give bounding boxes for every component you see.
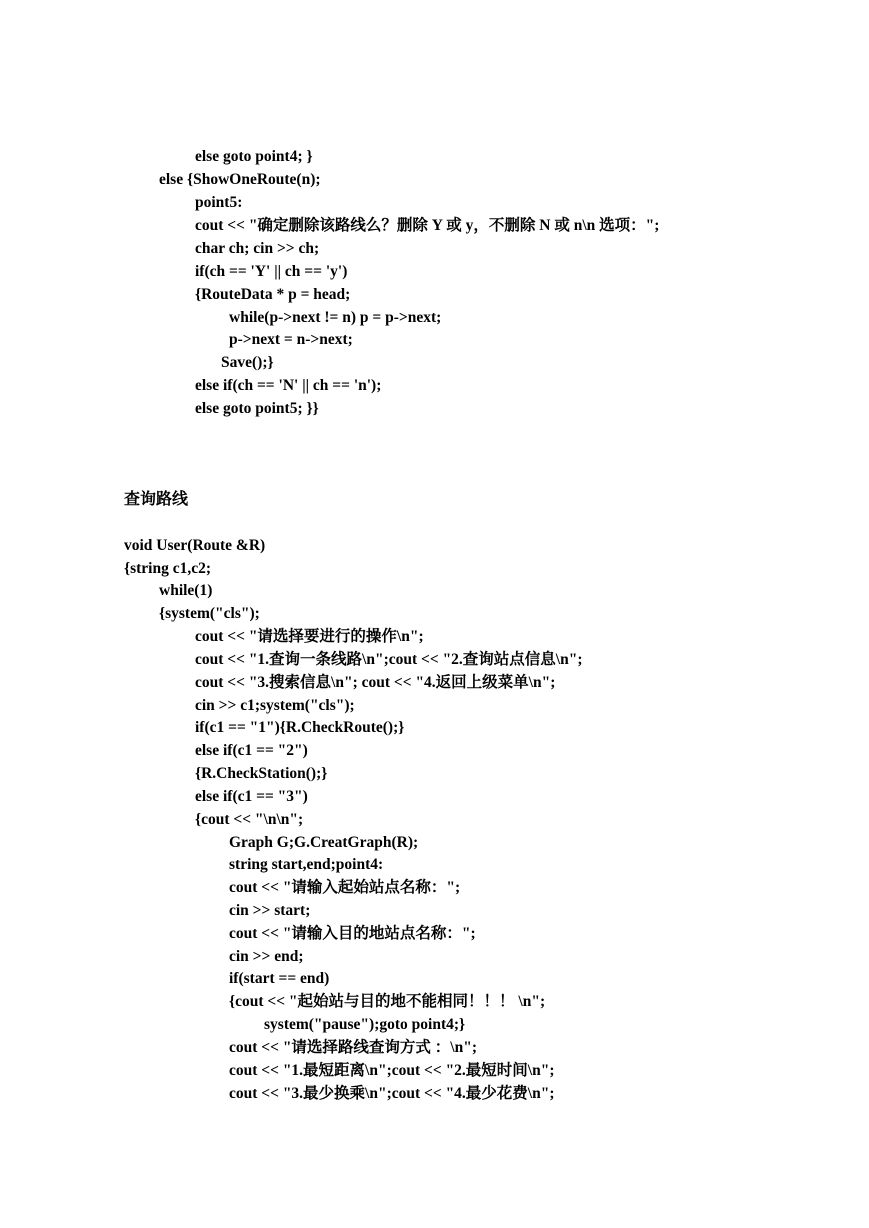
- code-line: Graph G;G.CreatGraph(R);: [229, 834, 419, 851]
- code-line: {string c1,c2;: [124, 560, 212, 577]
- section-heading: 查询路线: [124, 491, 189, 508]
- code-line: system("pause");goto point4;}: [264, 1016, 466, 1033]
- code-line: else if(c1 == "2"): [195, 742, 308, 759]
- code-line: else {ShowOneRoute(n);: [159, 171, 321, 188]
- code-line: void User(Route &R): [124, 537, 266, 554]
- code-line: char ch; cin >> ch;: [195, 240, 320, 257]
- code-line: string start,end;point4:: [229, 856, 384, 873]
- code-line: cout << "请选择要进行的操作\n";: [195, 628, 424, 645]
- code-line: if(ch == 'Y' || ch == 'y'): [195, 263, 348, 280]
- code-line: {R.CheckStation();}: [195, 765, 328, 782]
- code-line: cout << "3.最少换乘\n";cout << "4.最少花费\n";: [229, 1085, 555, 1102]
- code-line: cout << "3.搜索信息\n"; cout << "4.返回上级菜单\n";: [195, 674, 556, 691]
- code-line: p->next = n->next;: [229, 331, 353, 348]
- code-line: if(c1 == "1"){R.CheckRoute();}: [195, 719, 405, 736]
- code-line: cout << "1.查询一条线路\n";cout << "2.查询站点信息\n";: [195, 651, 583, 668]
- code-line: point5:: [195, 194, 243, 211]
- code-line: {cout << "\n\n";: [195, 811, 304, 828]
- code-line: while(1): [159, 582, 213, 599]
- code-line: cin >> c1;system("cls");: [195, 697, 355, 714]
- code-line: else if(c1 == "3"): [195, 788, 308, 805]
- code-line: cout << "请输入起始站点名称：";: [229, 879, 461, 896]
- code-line: if(start == end): [229, 970, 330, 987]
- code-line: cout << "确定删除该路线么？删除 Y 或 y，不删除 N 或 n\n 选项：";: [195, 217, 660, 234]
- code-line: else goto point5; }}: [195, 400, 319, 417]
- code-line: while(p->next != n) p = p->next;: [229, 309, 442, 326]
- code-line: cin >> start;: [229, 902, 311, 919]
- code-line: {RouteData * p = head;: [195, 286, 351, 303]
- code-line: cin >> end;: [229, 948, 304, 965]
- code-line: {cout << "起始站与目的地不能相同！！！ \n";: [229, 993, 546, 1010]
- code-line: cout << "请输入目的地站点名称：";: [229, 925, 476, 942]
- code-line: {system("cls");: [159, 605, 260, 622]
- code-line: Save();}: [221, 354, 274, 371]
- code-line: else if(ch == 'N' || ch == 'n');: [195, 377, 382, 394]
- code-line: cout << "请选择路线查询方式 ：\n";: [229, 1039, 478, 1056]
- code-line: cout << "1.最短距离\n";cout << "2.最短时间\n";: [229, 1062, 555, 1079]
- code-line: else goto point4; }: [195, 148, 313, 165]
